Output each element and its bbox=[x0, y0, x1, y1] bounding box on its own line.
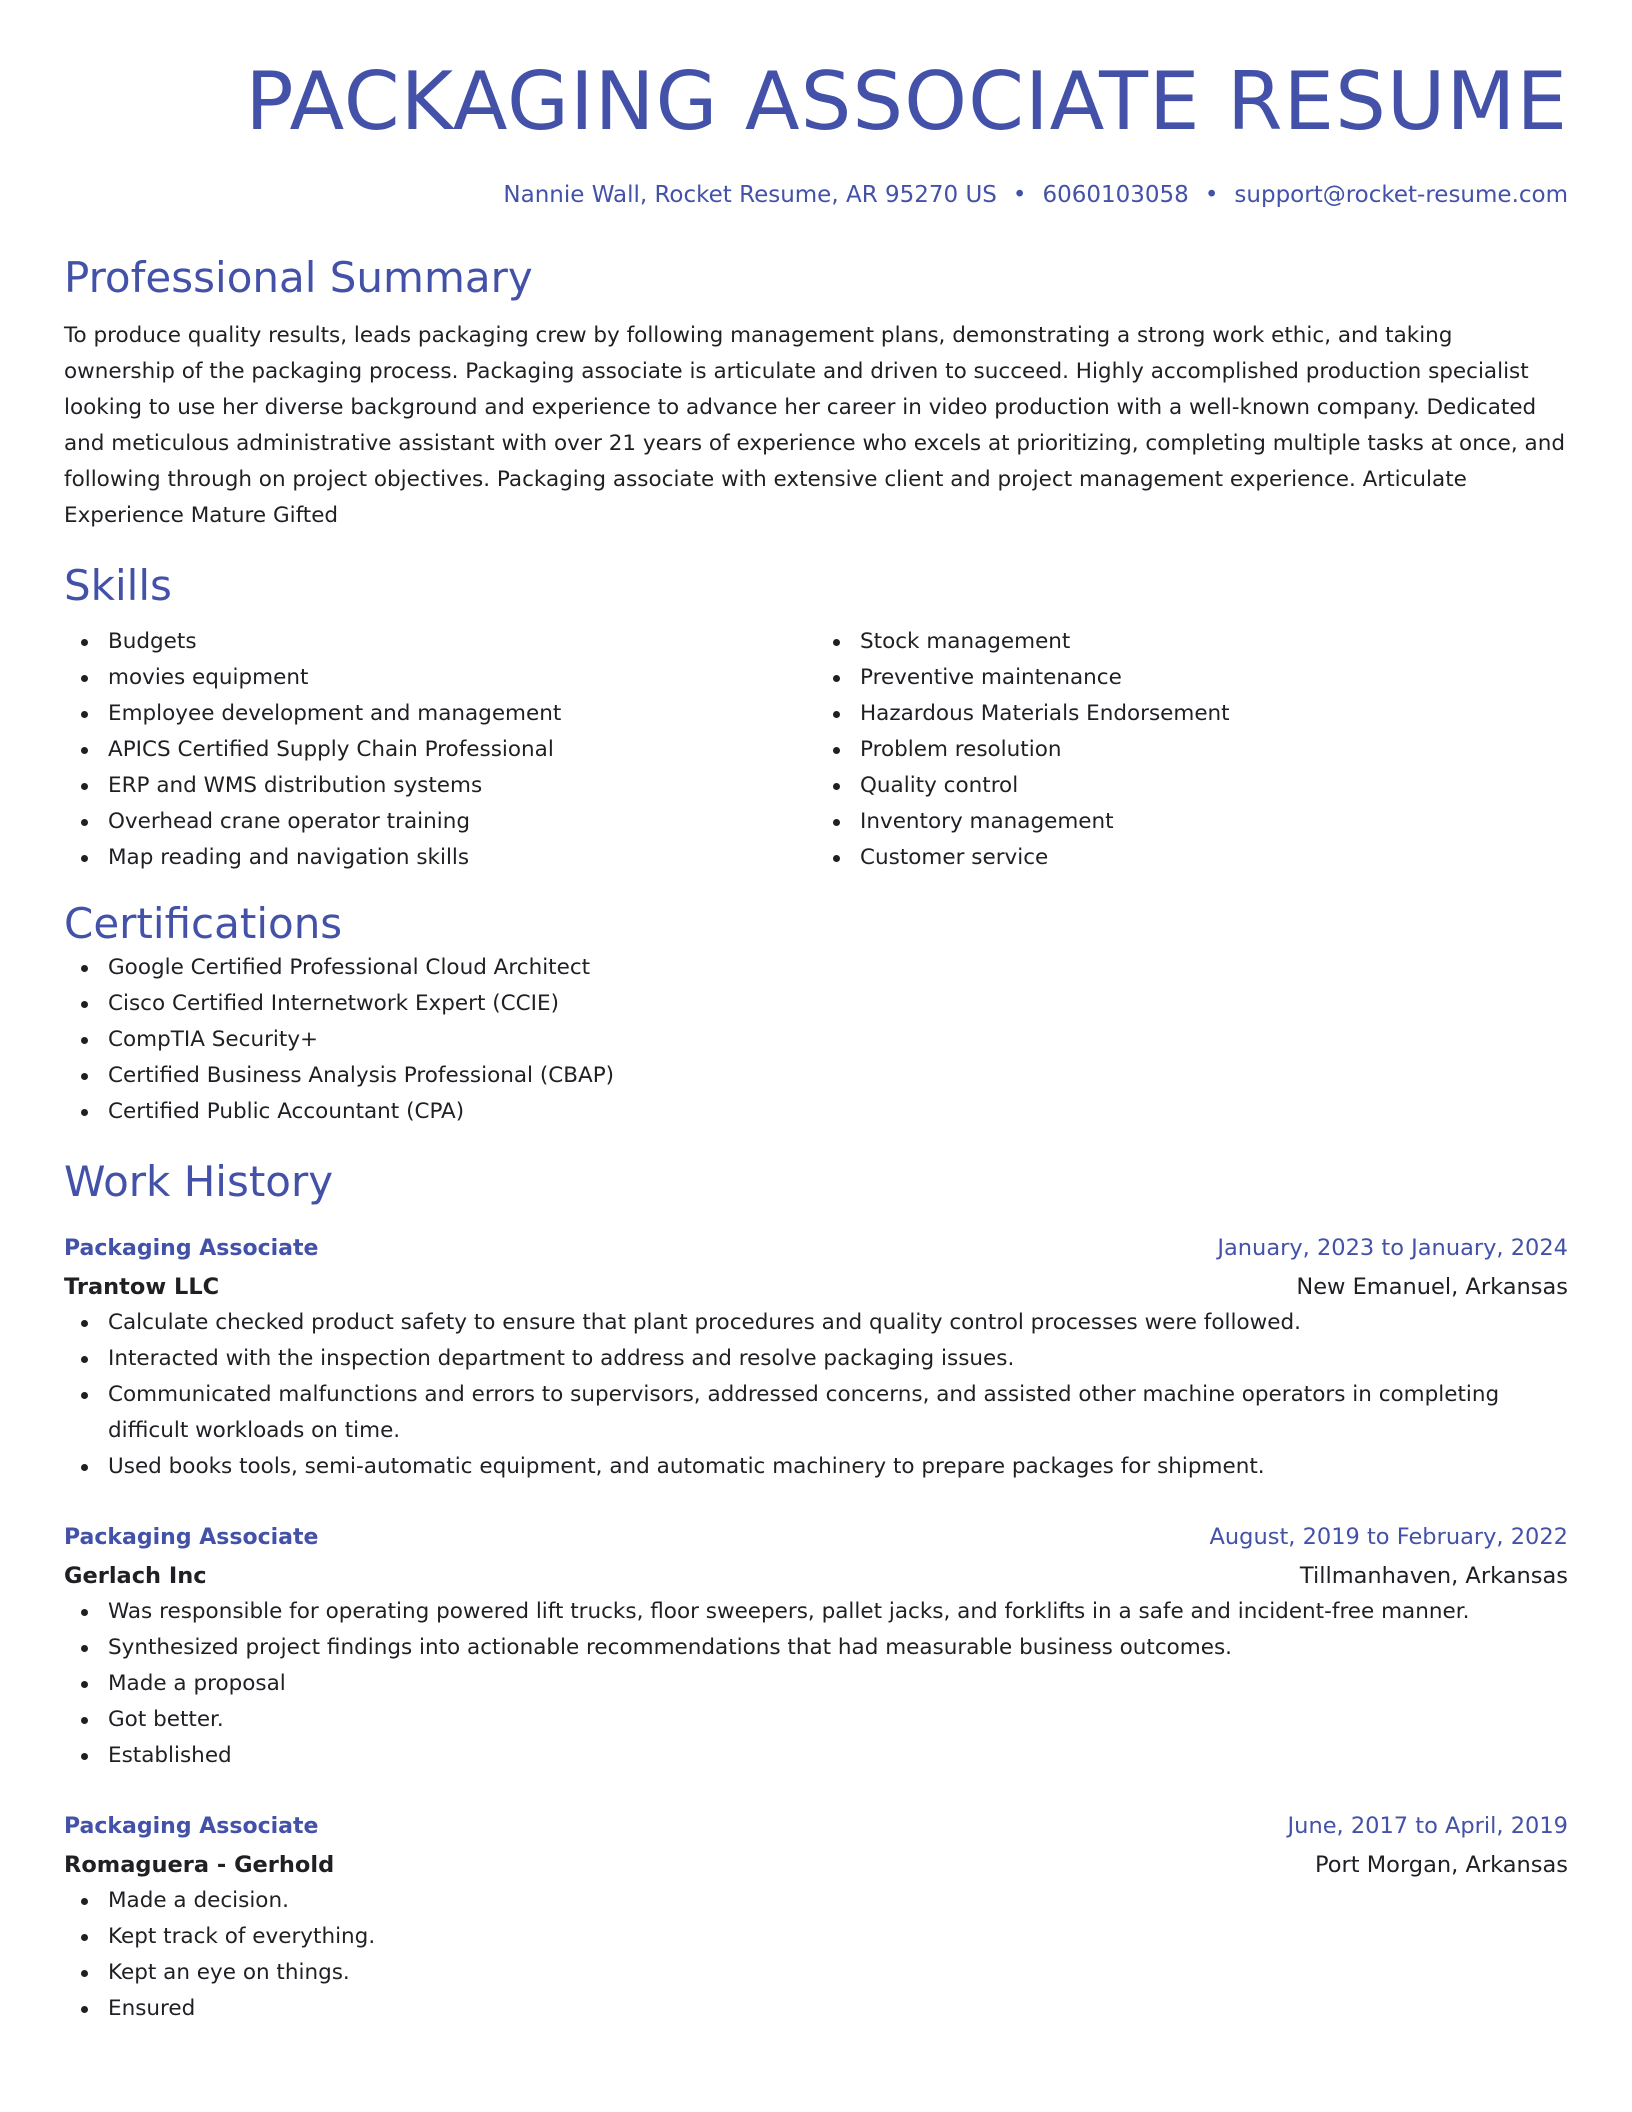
job-duties-list bbox=[64, 1883, 1568, 2027]
summary-heading: Professional Summary bbox=[64, 253, 533, 302]
contact-separator: • bbox=[1012, 182, 1027, 208]
job-entry bbox=[64, 1519, 1568, 1774]
certification-item: Google Certified Professional Cloud Architect bbox=[64, 950, 1568, 986]
job-dates: January, 2023 to January, 2024 bbox=[1217, 1235, 1568, 1261]
contact-phone: 6060103058 bbox=[1042, 182, 1189, 208]
skill-item: Preventive maintenance bbox=[816, 660, 1568, 696]
job-dates: June, 2017 to April, 2019 bbox=[1287, 1813, 1568, 1839]
skill-item: APICS Certified Supply Chain Professional bbox=[64, 732, 816, 768]
skill-item: Stock management bbox=[816, 624, 1568, 660]
summary-text: To produce quality results, leads packaging crew by following management plans, demonstrating a strong work ethic, and taking ownership of the packaging process. Packaging associate is articulate and driven to succeed. Highly accomplished production specialist looking to use her diverse background and experience to advance her career in video production with a well-known company. Dedicated and meticulous administrative assistant with over 21 years of experience who excels at prioritizing, completing multiple tasks at once, and following through on project objectives. Packaging associate with extensive client and project management experience. Articulate Experience Mature Gifted bbox=[64, 323, 1566, 528]
job-duty: Kept an eye on things. bbox=[64, 1955, 1568, 1991]
job-duty: Calculate checked product safety to ensure that plant procedures and quality control processes were followed. bbox=[64, 1305, 1568, 1341]
contact-email[interactable]: support@rocket-resume.com bbox=[1234, 182, 1568, 208]
job-company: Trantow LLC bbox=[64, 1274, 220, 1300]
skill-item: Quality control bbox=[816, 768, 1568, 804]
skills-grid bbox=[64, 624, 1568, 876]
job-company-row bbox=[64, 1845, 1568, 1883]
job-duty: Established bbox=[64, 1738, 1568, 1774]
certification-item: Certified Public Accountant (CPA) bbox=[64, 1094, 1568, 1130]
job-company: Gerlach Inc bbox=[64, 1563, 207, 1589]
contact-separator: • bbox=[1204, 182, 1219, 208]
job-title: Packaging Associate bbox=[64, 1236, 319, 1261]
job-company-row bbox=[64, 1556, 1568, 1594]
job-duty: Was responsible for operating powered lift trucks, floor sweepers, pallet jacks, and forklifts in a safe and incident-free manner. bbox=[64, 1594, 1568, 1630]
job-entry bbox=[64, 1230, 1568, 1485]
job-duty: Made a decision. bbox=[64, 1883, 1568, 1919]
job-header-row bbox=[64, 1808, 1568, 1845]
skill-item: Budgets bbox=[64, 624, 816, 660]
job-company: Romaguera - Gerhold bbox=[64, 1852, 335, 1878]
skill-item: ERP and WMS distribution systems bbox=[64, 768, 816, 804]
certification-item: Certified Business Analysis Professional (CBAP) bbox=[64, 1058, 1568, 1094]
skill-item: Map reading and navigation skills bbox=[64, 840, 816, 876]
job-entry bbox=[64, 1808, 1568, 2027]
job-duty: Used books tools, semi-automatic equipment, and automatic machinery to prepare packages for shipment. bbox=[64, 1449, 1568, 1485]
work-history-heading: Work History bbox=[64, 1157, 334, 1206]
job-dates: August, 2019 to February, 2022 bbox=[1209, 1524, 1568, 1550]
certifications-heading: Certifications bbox=[64, 899, 343, 948]
contact-line bbox=[64, 180, 1568, 210]
job-duty: Communicated malfunctions and errors to supervisors, addressed concerns, and assisted other machine operators in completing difficult workloads on time. bbox=[64, 1377, 1568, 1449]
certifications-list bbox=[64, 950, 1568, 1130]
job-duty: Interacted with the inspection department to address and resolve packaging issues. bbox=[64, 1341, 1568, 1377]
job-title: Packaging Associate bbox=[64, 1814, 319, 1839]
job-duty: Ensured bbox=[64, 1991, 1568, 2027]
resume-title: PACKAGING ASSOCIATE RESUME bbox=[245, 55, 1568, 148]
skill-item: Customer service bbox=[816, 840, 1568, 876]
contact-address: Nannie Wall, Rocket Resume, AR 95270 US bbox=[503, 182, 997, 208]
job-duty: Got better. bbox=[64, 1702, 1568, 1738]
job-duty: Made a proposal bbox=[64, 1666, 1568, 1702]
job-location: Port Morgan, Arkansas bbox=[1315, 1852, 1568, 1878]
skill-item: Overhead crane operator training bbox=[64, 804, 816, 840]
job-duty: Synthesized project findings into actionable recommendations that had measurable business outcomes. bbox=[64, 1630, 1568, 1666]
job-duties-list bbox=[64, 1305, 1568, 1485]
skills-heading: Skills bbox=[64, 561, 172, 610]
skills-list-right bbox=[816, 624, 1568, 876]
job-location: New Emanuel, Arkansas bbox=[1296, 1274, 1568, 1300]
job-location: Tillmanhaven, Arkansas bbox=[1299, 1563, 1568, 1589]
certification-item: Cisco Certified Internetwork Expert (CCIE) bbox=[64, 986, 1568, 1022]
skill-item: Hazardous Materials Endorsement bbox=[816, 696, 1568, 732]
certification-item: CompTIA Security+ bbox=[64, 1022, 1568, 1058]
skill-item: Inventory management bbox=[816, 804, 1568, 840]
skill-item: movies equipment bbox=[64, 660, 816, 696]
job-header-row bbox=[64, 1519, 1568, 1556]
job-title: Packaging Associate bbox=[64, 1525, 319, 1550]
job-header-row bbox=[64, 1230, 1568, 1267]
job-duty: Kept track of everything. bbox=[64, 1919, 1568, 1955]
skill-item: Problem resolution bbox=[816, 732, 1568, 768]
skills-list-left bbox=[64, 624, 816, 876]
skills-column-right bbox=[816, 624, 1568, 876]
job-duties-list bbox=[64, 1594, 1568, 1774]
job-company-row bbox=[64, 1267, 1568, 1305]
skill-item: Employee development and management bbox=[64, 696, 816, 732]
skills-column-left bbox=[64, 624, 816, 876]
